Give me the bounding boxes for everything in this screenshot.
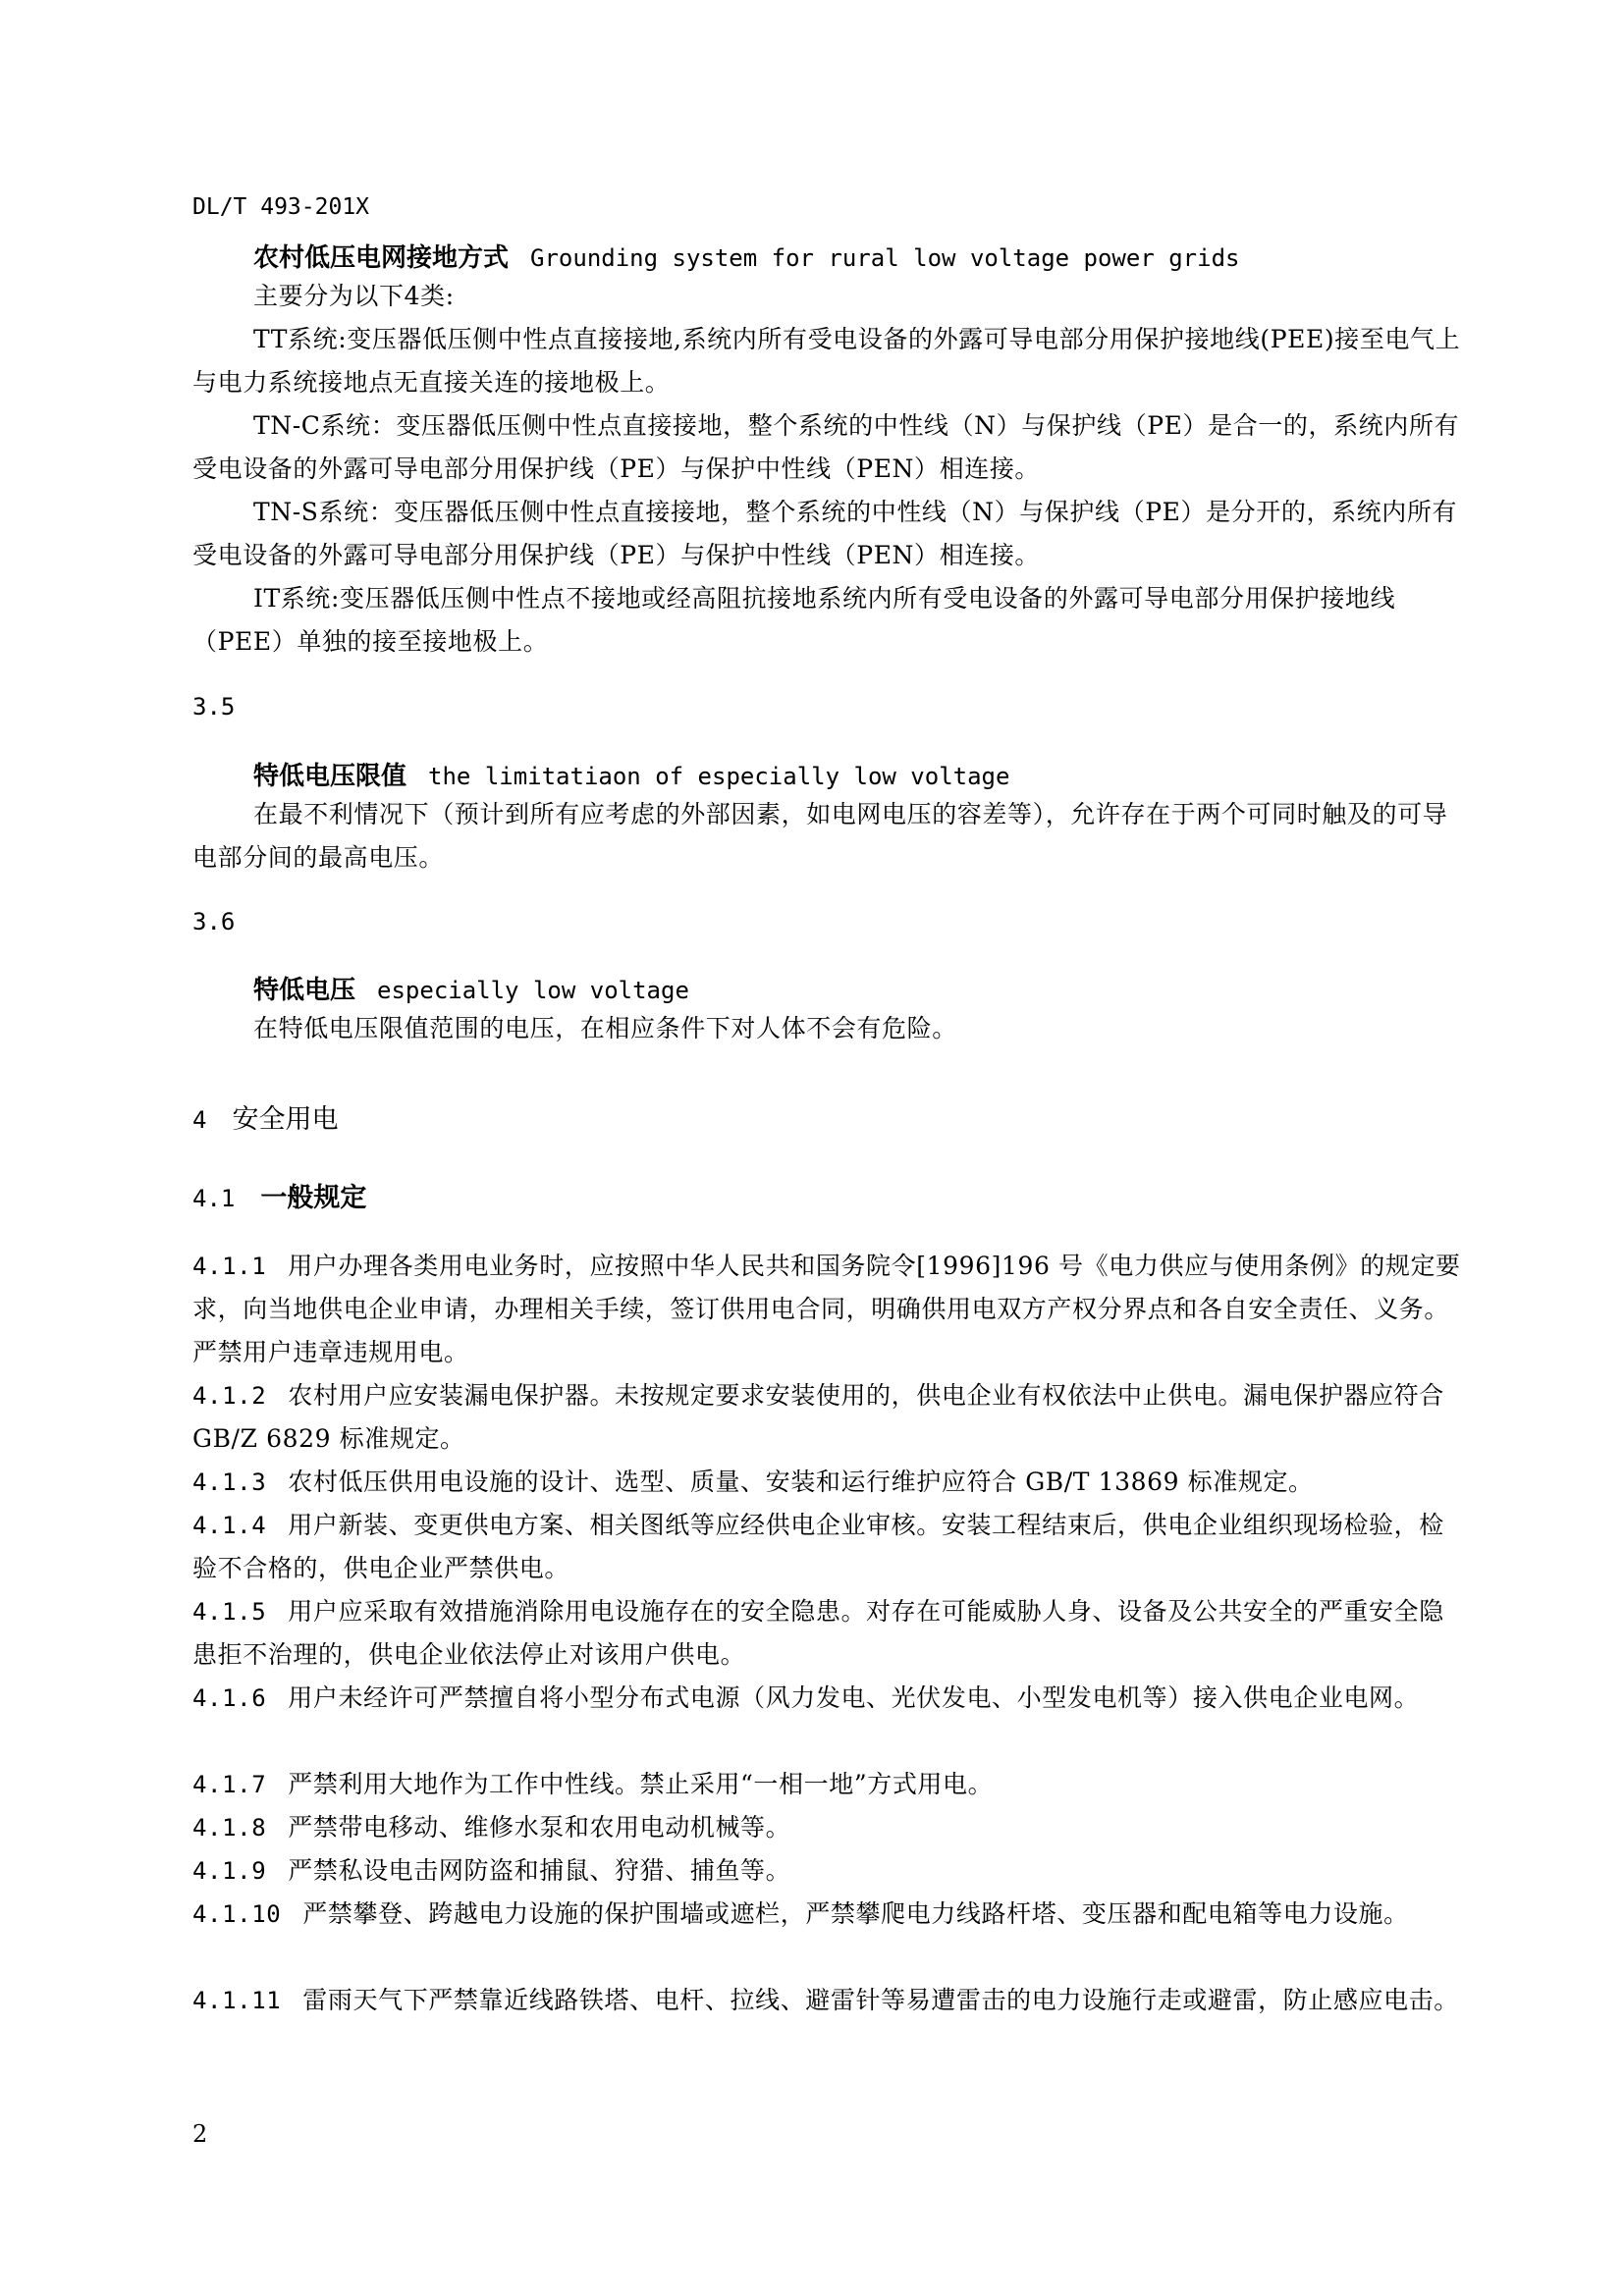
document-code: DL/T 493-201X [192, 194, 370, 220]
definition-3-5: 在最不利情况下（预计到所有应考虑的外部因素，如电网电压的容差等），允许存在于两个可同时触及的可导电部分间的最高电压。 [192, 800, 1448, 872]
section-heading-4: 4 安全用电 [192, 1104, 339, 1135]
term-cn: 农村低压电网接地方式 [253, 243, 510, 273]
term-heading-3-6 [253, 970, 689, 1006]
clause-4-1-5: 4.1.5 用户应采取有效措施消除用电设施存在的安全隐患。对存在可能威胁人身、设备及公共安全的严重安全隐患拒不治理的，供电企业依法停止对该用户供电。 [192, 1597, 1444, 1669]
paragraph-it-system: IT系统:变压器低压侧中性点不接地或经高阻抗接地系统内所有受电设备的外露可导电部分用保护接地线（PEE）单独的接至接地极上。 [192, 584, 1396, 656]
section-heading-4-1: 4.1 一般规定 [192, 1183, 367, 1213]
term-cn: 特低电压限值 [253, 762, 407, 791]
term-cn: 特低电压 [253, 976, 356, 1005]
clause-4-1-6: 4.1.6 用户未经许可严禁擅自将小型分布式电源（风力发电、光伏发电、小型发电机等）接入供电企业电网。 [192, 1683, 1420, 1712]
term-en: especially low voltage [377, 977, 689, 1004]
paragraph-tt-system: TT系统:变压器低压侧中性点直接接地,系统内所有受电设备的外露可导电部分用保护接地线(PEE)接至电气上与电力系统接地点无直接关连的接地极上。 [192, 325, 1461, 397]
clause-4-1-10: 4.1.10 严禁攀登、跨越电力设施的保护围墙或遮栏，严禁攀爬电力线路杆塔、变压器和配电箱等电力设施。 [192, 1899, 1409, 1928]
clause-4-1-8: 4.1.8 严禁带电移动、维修水泵和农用电动机械等。 [192, 1813, 791, 1842]
clause-4-1-7: 4.1.7 严禁利用大地作为工作中性线。禁止采用“一相一地”方式用电。 [192, 1770, 994, 1798]
clause-4-1-2: 4.1.2 农村用户应安装漏电保护器。未按规定要求安装使用的，供电企业有权依法中止供电。漏电保护器应符合 GB/Z 6829 标准规定。 [192, 1381, 1444, 1453]
clause-4-1-9: 4.1.9 严禁私设电击网防盗和捕鼠、狩猎、捕鱼等。 [192, 1856, 791, 1885]
clause-4-1-3: 4.1.3 农村低压供用电设施的设计、选型、质量、安装和运行维护应符合 GB/T 13869 标准规定。 [192, 1468, 1314, 1496]
clause-4-1-1: 4.1.1 用户办理各类用电业务时，应按照中华人民共和国务院令[1996]196 号《电力供应与使用条例》的规定要求，向当地供电企业申请，办理相关手续，签订供用电合同，明确供用电双方产权分界点和各自安全责任、义务。严禁用户违章违规用电。 [192, 1252, 1461, 1366]
paragraph-tn-c-system: TN-C系统：变压器低压侧中性点直接接地，整个系统的中性线（N）与保护线（PE）是合一的，系统内所有受电设备的外露可导电部分用保护线（PE）与保护中性线（PEN）相连接。 [192, 411, 1460, 483]
term-heading-3-5 [253, 756, 1009, 792]
clause-4-1-11: 4.1.11 雷雨天气下严禁靠近线路铁塔、电杆、拉线、避雷针等易遭雷击的电力设施行走或避雷，防止感应电击。 [192, 1986, 1459, 2014]
term-heading-grounding [253, 238, 1239, 274]
term-en: Grounding system for rural low voltage power grids [530, 244, 1240, 272]
section-number-3-6: 3.6 [192, 908, 236, 935]
paragraph-category-intro: 主要分为以下4类: [253, 282, 455, 310]
term-en: the limitatiaon of especially low voltage [428, 763, 1010, 790]
section-number-3-5: 3.5 [192, 693, 236, 721]
clause-4-1-4: 4.1.4 用户新装、变更供电方案、相关图纸等应经供电企业审核。安装工程结束后，供电企业组织现场检验，检验不合格的，供电企业严禁供电。 [192, 1511, 1444, 1582]
definition-3-6: 在特低电压限值范围的电压，在相应条件下对人体不会有危险。 [253, 1014, 957, 1042]
paragraph-tn-s-system: TN-S系统：变压器低压侧中性点直接接地，整个系统的中性线（N）与保护线（PE）是分开的，系统内所有受电设备的外露可导电部分用保护线（PE）与保护中性线（PEN）相连接。 [192, 498, 1458, 569]
page-number: 2 [192, 2120, 208, 2148]
